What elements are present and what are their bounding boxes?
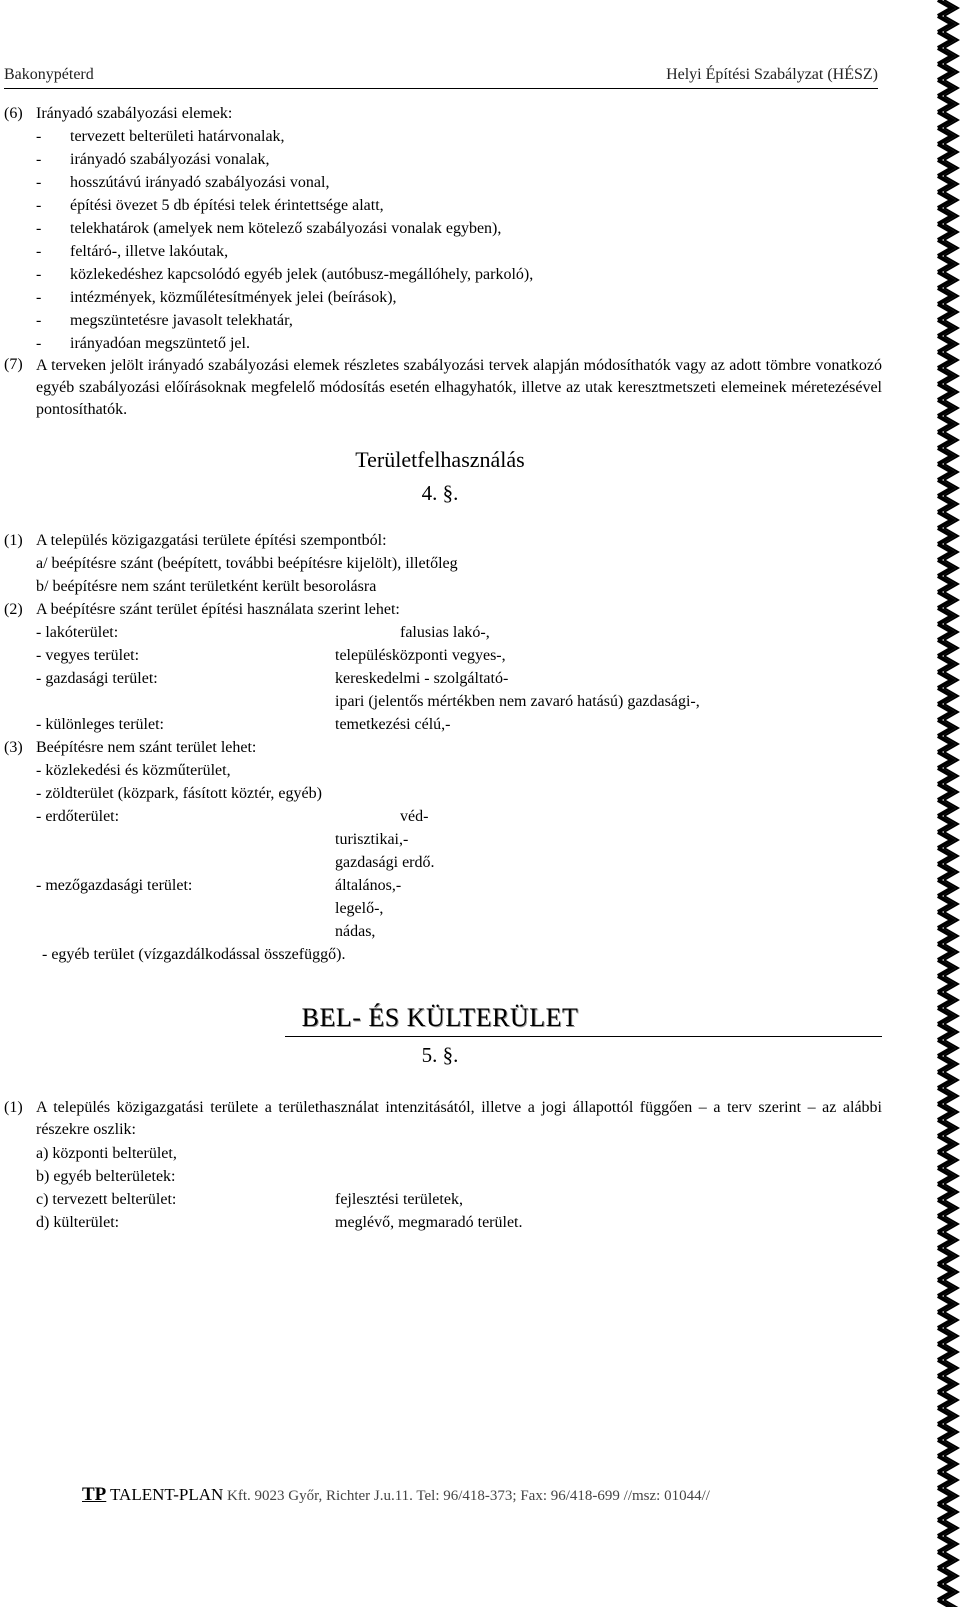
land-use-label: - gazdasági terület: (36, 670, 158, 687)
section6-number: (6) (4, 105, 23, 122)
agri-value: nádas, (335, 923, 376, 940)
list-item: tervezett belterületi határvonalak, (70, 128, 285, 145)
s5-1-number: (1) (4, 1099, 23, 1116)
chapter4-paragraph-number: 4. §. (421, 481, 459, 505)
agri-label: - mezőgazdasági terület: (36, 877, 193, 894)
s5-1-paragraph: A település közigazgatási területe a területhasználat intenzitásától, illetve a jogi állapottól függően – a terv szerint – az alábbi részekre oszlik: (36, 1099, 882, 1138)
list-item: intézmények, közműlétesítmények jelei (beírások), (70, 289, 397, 306)
list-item: közlekedéshez kapcsolódó egyéb jelek (autóbusz-megállóhely, parkoló), (70, 266, 534, 283)
chapter5-paragraph-number: 5. §. (421, 1043, 459, 1067)
agri-value: általános,- (335, 877, 402, 894)
section7-paragraph: A terveken jelölt irányadó szabályozási elemek részletes szabályozási tervek alapján módosíthatók vagy az adott tömbre vonatkozó egyéb szabályozási előírásoknak megfelelő módosítás esetén elhagyhatók, illetve az utak keresztmetszeti elemeinek méretezésével pontosíthatók. (36, 357, 882, 418)
area-label: c) tervezett belterület: (36, 1191, 177, 1208)
area-label: a) központi belterület, (36, 1145, 177, 1162)
land-use-label: - különleges terület: (36, 716, 164, 733)
s4-3-last: - egyéb terület (vízgazdálkodással összefüggő). (42, 946, 346, 963)
list-dash: - (36, 151, 42, 168)
land-use-value: ipari (jelentős mértékben nem zavaró hatású) gazdasági-, (335, 693, 700, 710)
header-rule (4, 88, 878, 89)
section7-number: (7) (4, 356, 23, 373)
footer (82, 1484, 710, 1506)
s4-1-item-a: a/ beépítésre szánt (beépített, további beépítésre kijelölt), illetőleg (36, 555, 458, 572)
s4-3-number: (3) (4, 739, 23, 756)
land-use-value: falusias lakó-, (400, 624, 490, 641)
agri-value: legelő-, (335, 900, 384, 917)
area-value: meglévő, megmaradó terület. (335, 1214, 523, 1231)
forest-label: - erdőterület: (36, 808, 120, 825)
land-use-value: temetkezési célú,- (335, 716, 451, 733)
list-dash: - (36, 220, 42, 237)
chapter5-title: BEL- ÉS KÜLTERÜLET (301, 1003, 579, 1032)
footer-company-name: TALENT-PLAN (110, 1485, 224, 1504)
header-municipality: Bakonypéterd (4, 66, 94, 83)
list-item: hosszútávú irányadó szabályozási vonal, (70, 174, 330, 191)
list-dash: - (36, 289, 42, 306)
list-item: irányadóan megszüntető jel. (70, 335, 250, 352)
list-dash: - (36, 174, 42, 191)
s4-3-line2: - zöldterület (közpark, fásított köztér, egyéb) (36, 785, 322, 802)
list-dash: - (36, 266, 42, 283)
area-label: b) egyéb belterületek: (36, 1168, 176, 1185)
s4-1-number: (1) (4, 532, 23, 549)
header-document-title: Helyi Építési Szabályzat (HÉSZ) (666, 66, 878, 83)
s4-1-item-b: b/ beépítésre nem szánt területként került besorolásra (36, 578, 377, 595)
list-item: építési övezet 5 db építési telek érintettsége alatt, (70, 197, 384, 214)
list-item: megszüntetésre javasolt telekhatár, (70, 312, 293, 329)
land-use-label: - lakóterület: (36, 624, 119, 641)
list-dash: - (36, 197, 42, 214)
section6-title: Irányadó szabályozási elemek: (36, 105, 233, 122)
forest-value: véd- (400, 808, 429, 825)
chapter4-title: Területfelhasználás (355, 447, 525, 472)
footer-company-details: Kft. 9023 Győr, Richter J.u.11. Tel: 96/418-373; Fax: 96/418-699 //msz: 01044// (223, 1488, 710, 1504)
list-dash: - (36, 335, 42, 352)
list-dash: - (36, 243, 42, 260)
s4-3-line1: - közlekedési és közműterület, (36, 762, 231, 779)
list-dash: - (36, 312, 42, 329)
forest-value: gazdasági erdő. (335, 854, 435, 871)
s4-1-intro: A település közigazgatási területe építési szempontból: (36, 532, 387, 549)
list-item: irányadó szabályozási vonalak, (70, 151, 270, 168)
land-use-label: - vegyes terület: (36, 647, 140, 664)
list-dash: - (36, 128, 42, 145)
chapter5-rule (285, 1036, 882, 1037)
area-value: fejlesztési területek, (335, 1191, 463, 1208)
land-use-value: településközponti vegyes-, (335, 647, 506, 664)
s4-3-intro: Beépítésre nem szánt terület lehet: (36, 739, 257, 756)
decorative-page-border (932, 0, 960, 1607)
footer-logo: TP (82, 1484, 107, 1505)
s4-2-intro: A beépítésre szánt terület építési használata szerint lehet: (36, 601, 400, 618)
s4-2-number: (2) (4, 601, 23, 618)
land-use-value: kereskedelmi - szolgáltató- (335, 670, 509, 687)
area-label: d) külterület: (36, 1214, 120, 1231)
list-item: telekhatárok (amelyek nem kötelező szabályozási vonalak egyben), (70, 220, 502, 237)
list-item: feltáró-, illetve lakóutak, (70, 243, 229, 260)
forest-value: turisztikai,- (335, 831, 409, 848)
